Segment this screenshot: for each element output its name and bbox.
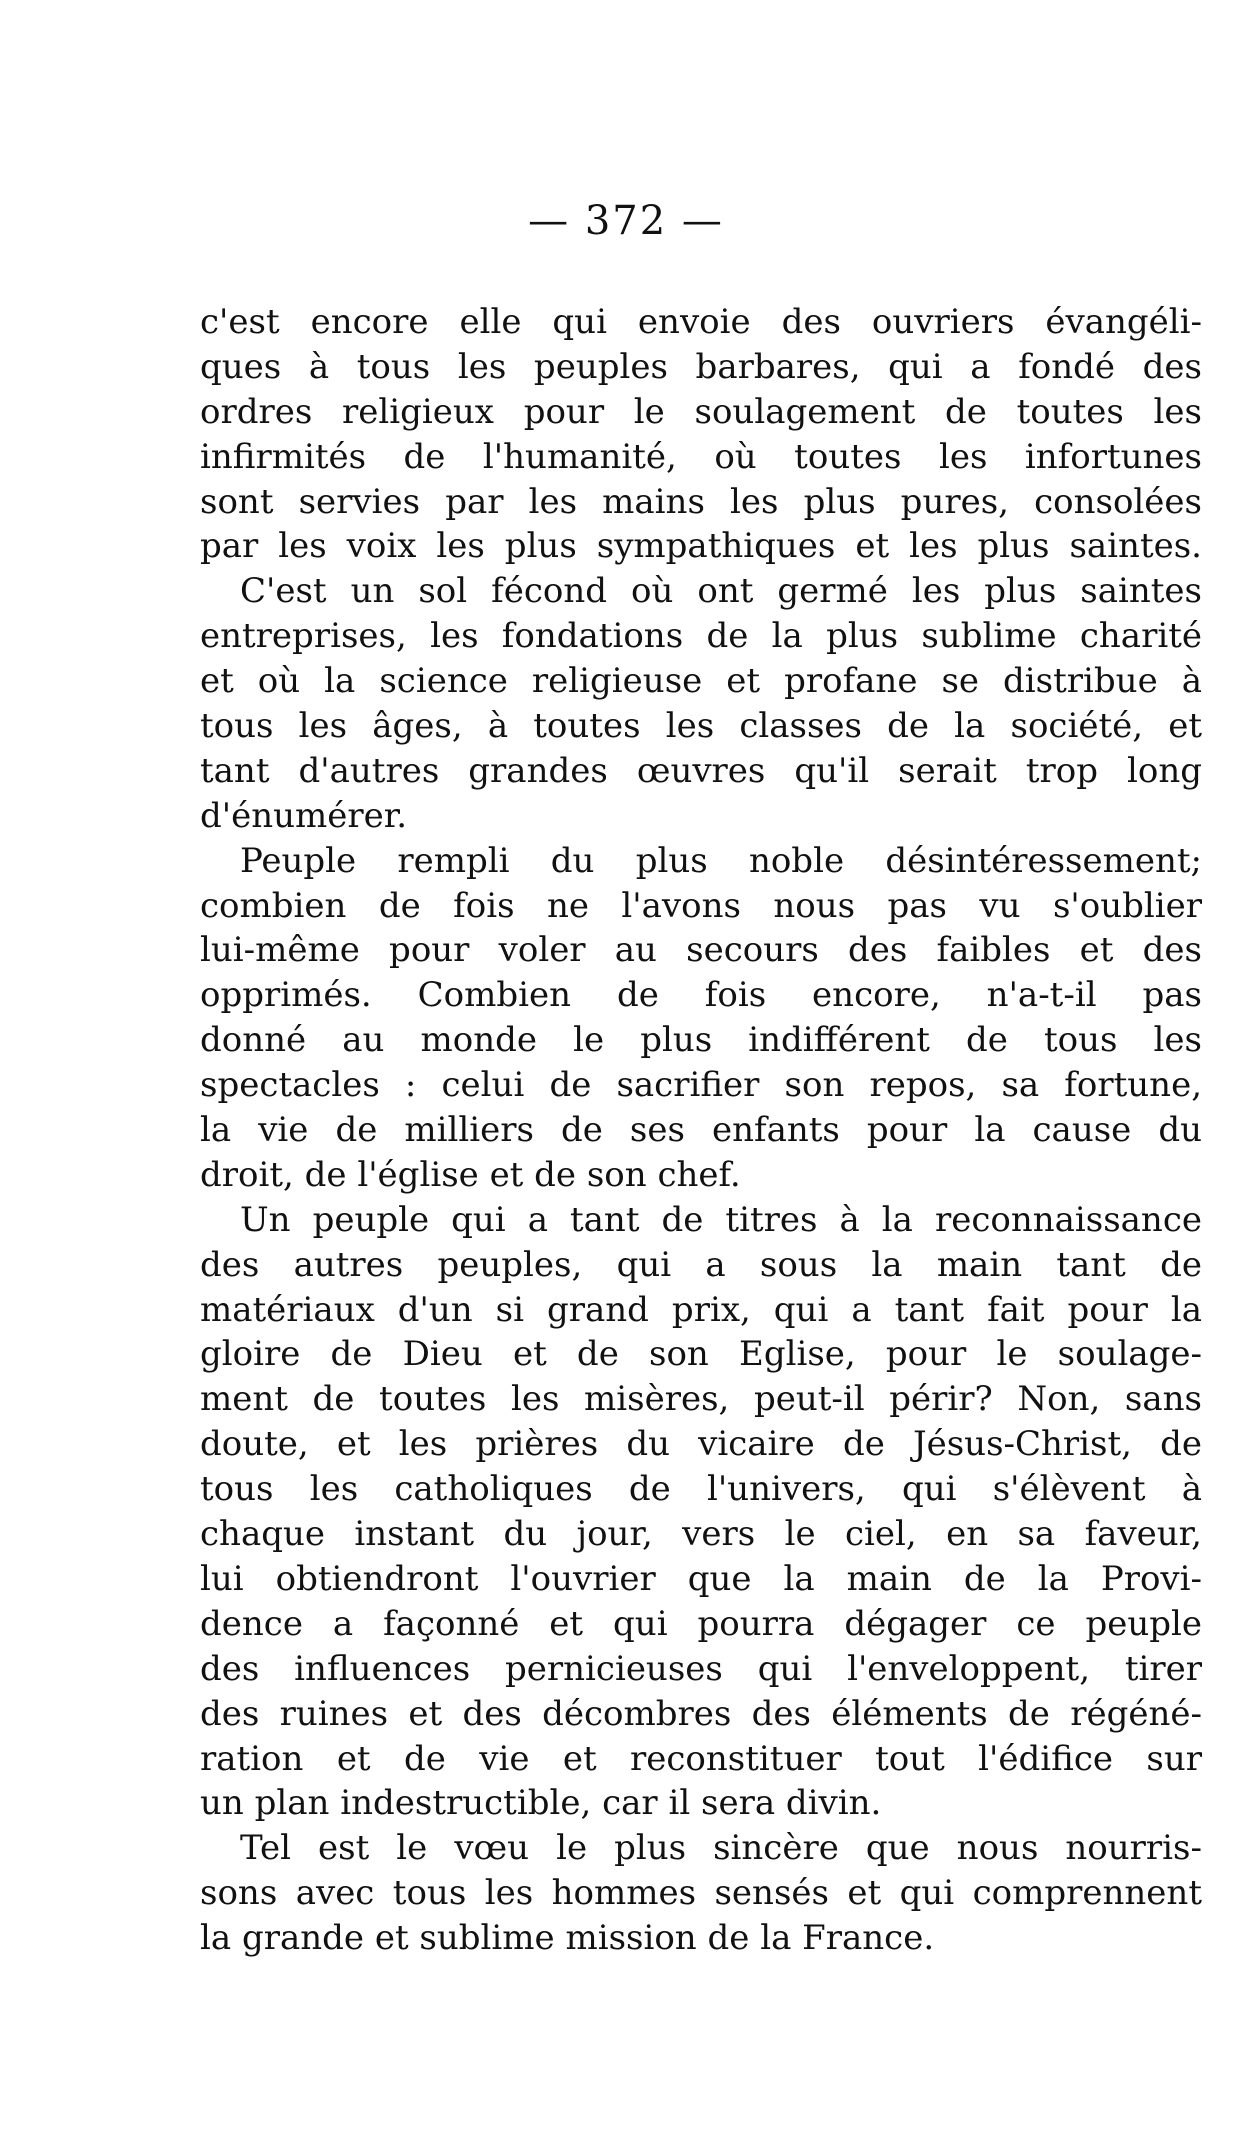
- text-line: Tel est le vœu le plus sincère que nous nourris-: [240, 1828, 1202, 1869]
- text-line: des ruines et des décombres des éléments de régéné-: [200, 1693, 1202, 1734]
- text-line: tous les âges, à toutes les classes de la société, et: [200, 706, 1202, 747]
- text-line: matériaux d'un si grand prix, qui a tant fait pour la: [200, 1289, 1202, 1330]
- text-line: combien de fois ne l'avons nous pas vu s'oublier: [200, 885, 1202, 926]
- text-line: un plan indestructible, car il sera divin.: [200, 1783, 882, 1824]
- text-line: des autres peuples, qui a sous la main tant de: [200, 1244, 1202, 1285]
- text-line: c'est encore elle qui envoie des ouvriers évangéli-: [200, 302, 1202, 342]
- text-line: des influences pernicieuses qui l'enveloppent, tirer: [200, 1648, 1202, 1689]
- body-text: [200, 300, 1202, 1961]
- text-line: tant d'autres grandes œuvres qu'il serait trop long: [200, 750, 1202, 791]
- text-line: la grande et sublime mission de la France.: [200, 1918, 935, 1959]
- text-line: entreprises, les fondations de la plus sublime charité: [200, 616, 1202, 657]
- text-line: dence a façonné et qui pourra dégager ce peuple: [200, 1603, 1202, 1644]
- text-line: lui obtiendront l'ouvrier que la main de la Provi-: [200, 1558, 1202, 1599]
- text-line: tous les catholiques de l'univers, qui s'élèvent à: [200, 1469, 1202, 1510]
- text-line: Peuple rempli du plus noble désintéressement;: [240, 840, 1202, 881]
- text-line: sont servies par les mains les plus pures, consolées: [200, 481, 1202, 522]
- text-line: ordres religieux pour le soulagement de toutes les: [200, 391, 1202, 432]
- text-line: gloire de Dieu et de son Eglise, pour le soulage-: [200, 1334, 1202, 1375]
- text-line: ration et de vie et reconstituer tout l'édifice sur: [200, 1738, 1202, 1779]
- text-line: opprimés. Combien de fois encore, n'a-t-il pas: [200, 975, 1202, 1016]
- text-line: ment de toutes les misères, peut-il périr? Non, sans: [200, 1379, 1202, 1420]
- text-line: spectacles : celui de sacrifier son repos, sa fortune,: [200, 1065, 1202, 1106]
- text-line: et où la science religieuse et profane se distribue à: [200, 661, 1202, 702]
- text-line: la vie de milliers de ses enfants pour la cause du: [200, 1110, 1202, 1151]
- text-line: par les voix les plus sympathiques et les plus saintes.: [200, 526, 1202, 567]
- text-line: droit, de l'église et de son chef.: [200, 1154, 741, 1195]
- text-line: chaque instant du jour, vers le ciel, en sa faveur,: [200, 1514, 1202, 1555]
- text-line: C'est un sol fécond où ont germé les plus saintes: [240, 571, 1202, 612]
- text-line: sons avec tous les hommes sensés et qui comprennent: [200, 1873, 1202, 1914]
- text-line: doute, et les prières du vicaire de Jésus-Christ, de: [200, 1424, 1202, 1465]
- text-line: infirmités de l'humanité, où toutes les infortunes: [200, 436, 1202, 477]
- text-line: donné au monde le plus indifférent de tous les: [200, 1020, 1202, 1061]
- text-line: lui-même pour voler au secours des faibles et des: [200, 930, 1202, 971]
- page-number: — 372 —: [528, 198, 724, 244]
- text-line: Un peuple qui a tant de titres à la reconnaissance: [240, 1199, 1202, 1240]
- text-line: ques à tous les peuples barbares, qui a fondé des: [200, 346, 1202, 387]
- text-line: d'énumérer.: [200, 795, 408, 836]
